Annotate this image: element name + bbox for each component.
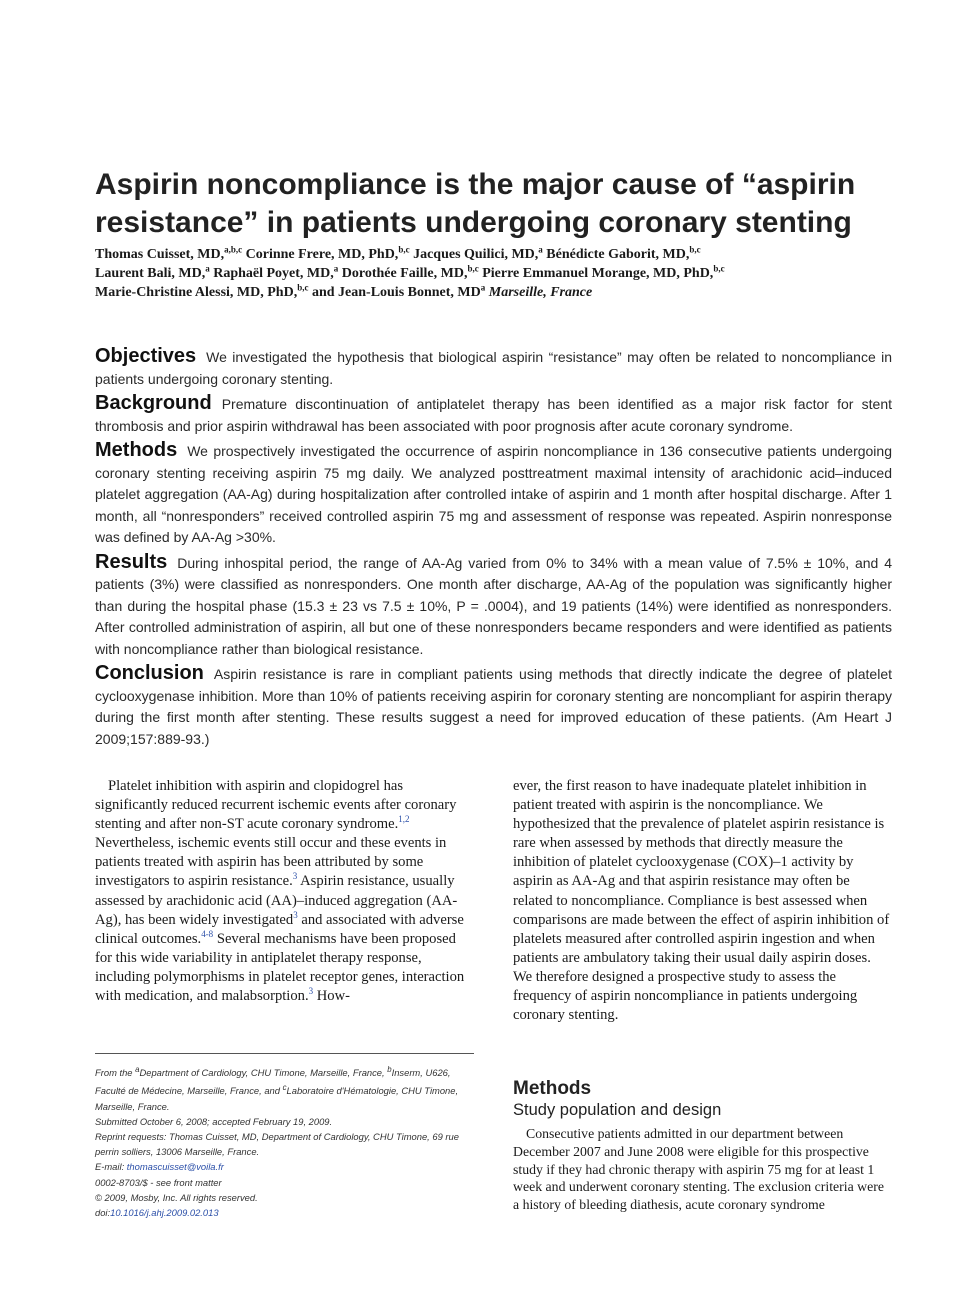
affiliation-marker: a (538, 244, 543, 255)
abstract-text: Aspirin resistance is rare in compliant patients using methods that directly indicate the degree of platelet cyclooxygenase inhibition. More than 10% of patients receiving aspirin for coronary stenting are noncompliant for aspirin therapy during the first month after stenting. These results suggest a need for improved education of these patients. (Am Heart J 2009;157:889-93.) (95, 666, 892, 747)
affiliation-marker: b,c (713, 263, 725, 274)
issn-note: 0002-8703/$ - see front matter (95, 1176, 222, 1188)
author-line-2 (95, 264, 915, 283)
affiliation-marker: b,c (689, 244, 701, 255)
abstract-objectives (95, 346, 892, 390)
body-column-left (95, 777, 475, 1006)
methods-subheading: Study population and design (513, 1101, 722, 1119)
affiliation-marker: a (333, 263, 339, 274)
author-name: Bénédicte Gaborit, MD, (546, 247, 690, 262)
affiliation-marker: b,c (398, 244, 410, 255)
body-text: How- (313, 988, 350, 1005)
affiliation-marker: b,c (297, 282, 309, 293)
affiliations-note: From the $^a$Department of Cardiology, CHU Timone, Marseille, France, $^b$Inserm, U626, Faculté de Médecine, Marseille, France, and $^c$Laboratoire d'Hématologie, CHU Timone, Marseille, France. (95, 1065, 459, 1112)
affiliation-marker: b,c (467, 263, 479, 274)
doi-link[interactable]: 10.1016/j.ahj.2009.02.013 (110, 1207, 219, 1219)
author-name: Pierre Emmanuel Morange, MD, PhD, (482, 266, 714, 281)
author-line-1 (95, 245, 915, 264)
email-note: E-mail: thomascuisset@voila.fr (95, 1161, 224, 1173)
citation-link[interactable]: 3 (293, 909, 298, 920)
doi-note: doi:10.1016/j.ahj.2009.02.013 (95, 1207, 219, 1219)
affiliation-marker: a (480, 282, 486, 293)
citation-link[interactable]: 1,2 (398, 814, 410, 825)
abstract-text: Premature discontinuation of antiplatelet therapy has been identified as a major risk factor for stent thrombosis and prior aspirin withdrawal has been associated with poor prognosis after acute coronary syndrome. (95, 396, 892, 434)
citation-link[interactable]: 3 (292, 871, 298, 882)
author-name: Corinne Frere, MD, PhD, (245, 247, 399, 262)
author-line-3 (95, 283, 915, 302)
abstract-methods (95, 440, 892, 549)
body-text: Aspirin resistance, usually assessed by arachidonic acid (AA)–induced aggregation (AA-Ag), has been widely investigated (95, 873, 458, 928)
body-text: Several mechanisms have been proposed for this wide variability in antiplatelet therapy response, including polymorphisms in platelet receptor genes, interaction with medication, and malabsorption. (95, 930, 465, 1005)
author-name: and Jean-Louis Bonnet, MD (311, 285, 481, 300)
affiliation-marker: a (205, 263, 210, 274)
body-text: and associated with adverse clinical outcomes. (95, 911, 464, 947)
abstract-text: During inhospital period, the range of AA-Ag varied from 0% to 34% with a mean value of 7.5% ± 10%, and 4 patients (3%) were classified as nonresponders. One month after discharge, AA-Ag of the population was significantly higher than during the hospital phase (15.3 ± 23 vs 7.5 ± 10%, P = .0004), and 19 patients (14%) were identified as nonresponders. After controlled administration of aspirin, all but one of these nonresponders became responders and were identified as patients with noncompliance rather than biological resistance. (95, 554, 892, 657)
abstract-background (95, 393, 892, 437)
submission-dates: Submitted October 6, 2008; accepted February 19, 2009. (95, 1115, 333, 1127)
body-text: Platelet inhibition with aspirin and clopidogrel has significantly reduced recurrent ischemic events after coronary stenting and after non-ST acute coronary syndrome. (95, 778, 457, 833)
footnote-divider (95, 1053, 474, 1054)
email-link[interactable]: thomascuisset@voila.fr (126, 1161, 224, 1173)
abstract-heading: Conclusion (95, 662, 204, 684)
abstract-results (95, 552, 892, 661)
author-name: Laurent Bali, MD, (95, 266, 206, 281)
citation-link[interactable]: 3 (308, 986, 314, 997)
abstract (95, 346, 892, 753)
copyright-note: © 2009, Mosby, Inc. All rights reserved. (95, 1191, 258, 1203)
author-location: Marseille, France (488, 285, 593, 300)
citation-link[interactable]: 4-8 (201, 928, 214, 939)
article-title: Aspirin noncompliance is the major cause of “aspirin resistance” in patients undergoing coronary stenting (95, 168, 856, 239)
methods-heading: Methods (513, 1078, 592, 1099)
abstract-heading: Methods (95, 439, 178, 461)
body-column-right (513, 777, 893, 1025)
author-name: Jacques Quilici, MD, (413, 247, 539, 262)
methods-text (513, 1125, 893, 1214)
abstract-conclusion (95, 663, 892, 750)
author-list (95, 245, 915, 302)
abstract-heading: Objectives (95, 345, 197, 367)
reprint-requests: Reprint requests: Thomas Cuisset, MD, Department of Cardiology, CHU Timone, 69 rue perrin solliers, 13006 Marseille, France. (95, 1131, 459, 1158)
abstract-text: We investigated the hypothesis that biological aspirin “resistance” may often be related to noncompliance in patients undergoing coronary stenting. (95, 349, 892, 387)
abstract-text: We prospectively investigated the occurrence of aspirin noncompliance in 136 consecutive patients undergoing coronary stenting receiving aspirin 75 mg daily. We analyzed posttreatment maximal intensity of arachidonic acid–induced platelet aggregation (AA-Ag) during hospitalization after controlled intake of aspirin and 1 month after hospital discharge. After 1 month, all “nonresponders” received controlled aspirin 75 mg and assessment of response was repeated. Aspirin nonresponse was defined by AA-Ag >30%. (95, 443, 892, 545)
body-text: Nevertheless, ischemic events still occur and these events in patients treated with aspirin has been attributed by some investigators to aspirin resistance. (95, 835, 447, 890)
methods-paragraph: Consecutive patients admitted in our department between December 2007 and June 2008 were eligible for this prospective study if they had chronic therapy with aspirin 75 mg for at least 1 week and underwent coronary stenting. The exclusion criteria were a history of bleeding diathesis, acute coronary syndrome (513, 1126, 884, 1213)
affiliation-marker: a,b,c (224, 244, 243, 255)
author-name: Marie-Christine Alessi, MD, PhD, (95, 285, 298, 300)
abstract-heading: Background (95, 392, 212, 414)
intro-paragraph-continued: ever, the first reason to have inadequate platelet inhibition in patient treated with aspirin is the noncompliance. We hypothesized that the prevalence of platelet aspirin resistance is rare when assessed by methods that directly measure the inhibition of platelet cyclooxygenase (COX)–1 activity by aspirin as AA-Ag and that aspirin resistance may often be related to noncompliance. Compliance is best assessed when comparisons are made between the effect of aspirin inhibition of platelets measured after controlled aspirin ingestion and when patients are ambulatory taking their usual daily aspirin doses. We therefore designed a prospective study to assess the frequency of aspirin noncompliance in patients undergoing coronary stenting. (513, 778, 890, 1024)
author-name: Dorothée Faille, MD, (341, 266, 468, 281)
footnotes (95, 1062, 475, 1220)
abstract-heading: Results (95, 550, 168, 573)
author-name: Thomas Cuisset, MD, (95, 247, 225, 262)
author-name: Raphaël Poyet, MD, (213, 266, 334, 281)
intro-paragraph (95, 777, 475, 1006)
